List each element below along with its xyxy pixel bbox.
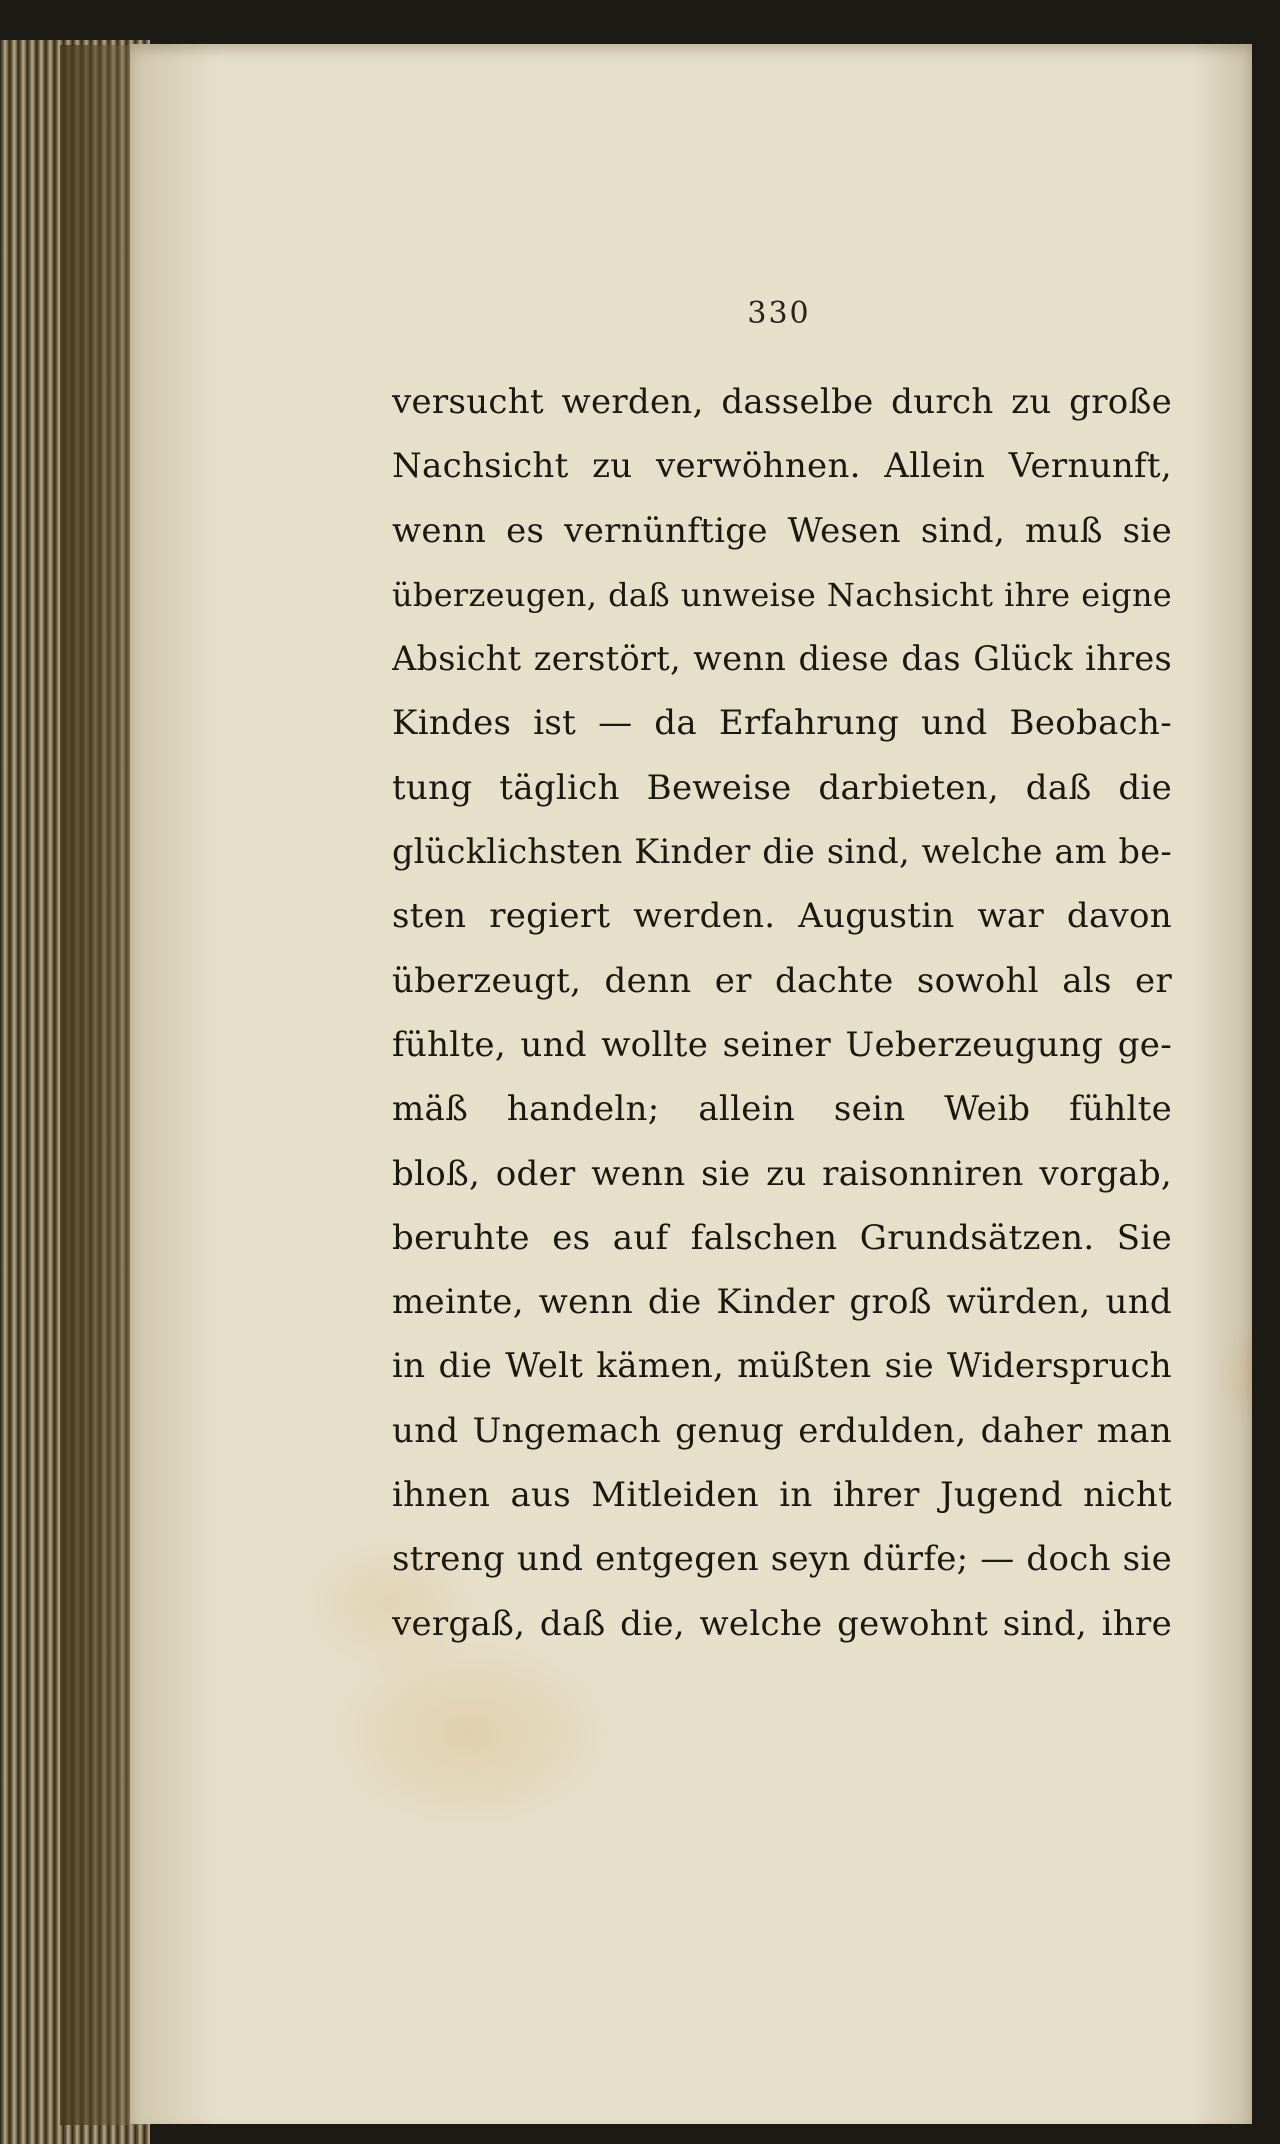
text-line: in die Welt kämen, müßten sie Widerspruch [392, 1346, 1172, 1387]
text-line: glücklichsten Kinder die sind, welche am be- [392, 832, 1172, 872]
text-line: beruhte es auf falschen Grundsätzen. Sie [392, 1217, 1172, 1258]
text-line: Kindes ist — da Erfahrung und Beobach- [392, 703, 1172, 744]
body-text [392, 370, 1172, 1656]
text-line: tung täglich Beweise darbieten, daß die [392, 767, 1172, 808]
text-line: überzeugt, denn er dachte sowohl als er [392, 960, 1172, 1001]
text-line: fühlte, und wollte seiner Ueberzeugung ge- [392, 1024, 1172, 1065]
page-number: 330 [747, 296, 811, 331]
text-line: mäß handeln; allein sein Weib fühlte [392, 1089, 1172, 1130]
text-line: ihnen aus Mitleiden in ihrer Jugend nicht [392, 1475, 1172, 1516]
text-line: Nachsicht zu verwöhnen. Allein Vernunft, [392, 446, 1172, 487]
text-line: Absicht zerstört, wenn diese das Glück ihres [392, 639, 1172, 679]
text-line: wenn es vernünftige Wesen sind, muß sie [392, 510, 1172, 551]
text-line: überzeugen, daß unweise Nachsicht ihre eigne [392, 575, 1172, 614]
text-line: versucht werden, dasselbe durch zu große [392, 382, 1172, 422]
text-line: meinte, wenn die Kinder groß würden, und [392, 1282, 1172, 1323]
text-line: und Ungemach genug erdulden, daher man [392, 1410, 1172, 1451]
text-line: streng und entgegen seyn dürfe; — doch sie [392, 1539, 1172, 1580]
text-line: vergaß, daß die, welche gewohnt sind, ihre [392, 1603, 1172, 1644]
text-line: bloß, oder wenn sie zu raisonniren vorgab, [392, 1153, 1172, 1194]
text-line: sten regiert werden. Augustin war davon [392, 896, 1172, 937]
